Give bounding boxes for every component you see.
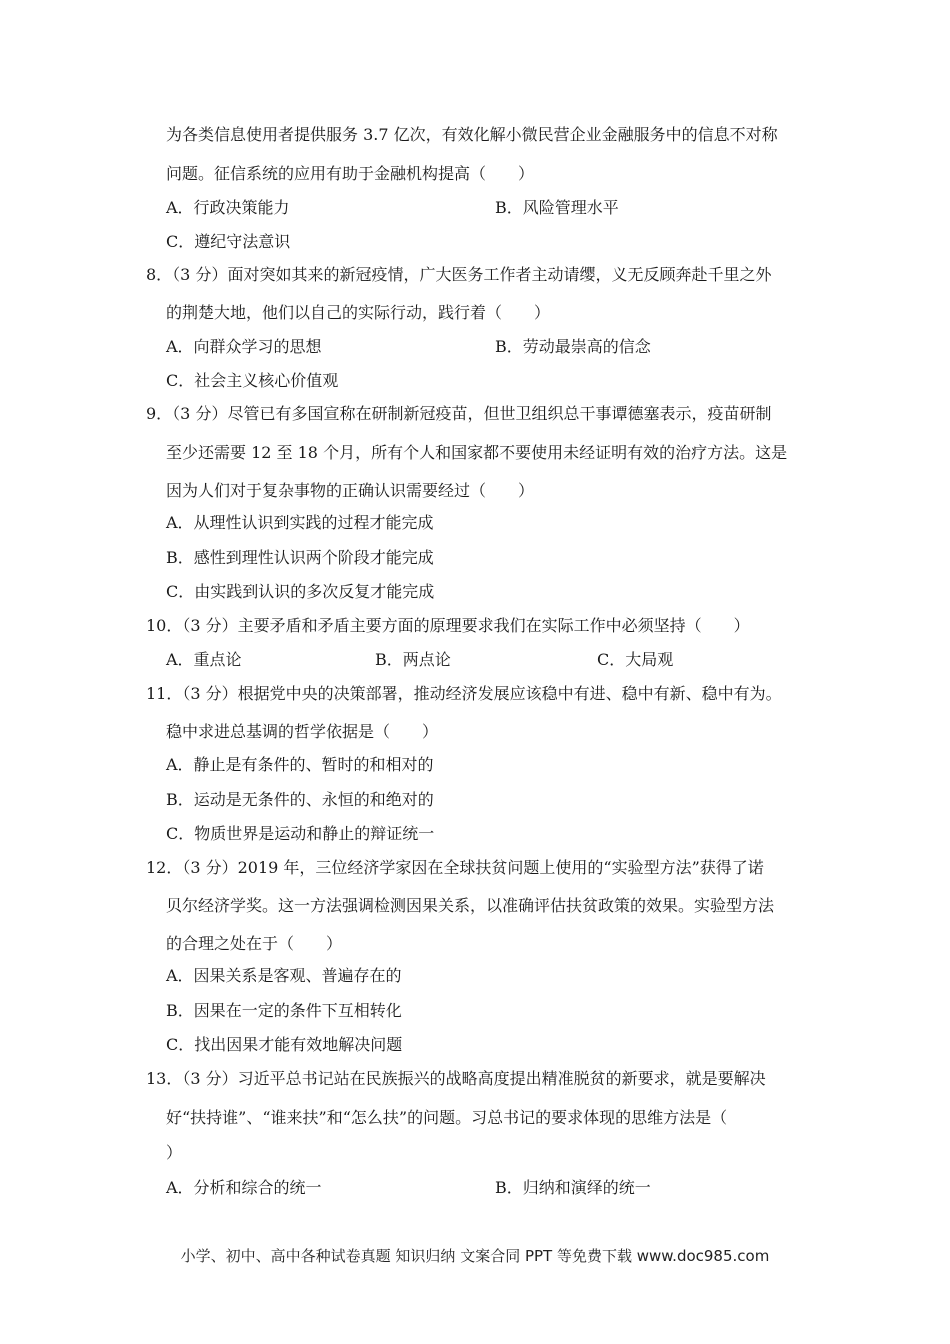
q12-stem-line: 贝尔经济学奖。这一方法强调检测因果关系，以准确评估扶贫政策的效果。实验型方法 <box>166 896 775 915</box>
q7-option-b: B．风险管理水平 <box>495 198 619 217</box>
q7-stem-line: 为各类信息使用者提供服务 3.7 亿次，有效化解小微民营企业金融服务中的信息不对称 <box>166 125 778 144</box>
q8-option-b: B．劳动最崇高的信念 <box>495 337 651 356</box>
q8-option-c: C．社会主义核心价值观 <box>166 371 339 390</box>
q8-option-a: A．向群众学习的思想 <box>166 337 322 356</box>
q9-option-a: A．从理性认识到实践的过程才能完成 <box>166 513 434 532</box>
q13-stem-line: ） <box>166 1143 183 1162</box>
q11-stem-line: 稳中求进总基调的哲学依据是（ ） <box>166 722 439 741</box>
q8-stem-line: 的荆楚大地，他们以自己的实际行动，践行着（ ） <box>166 303 551 322</box>
q7-option-c: C．遵纪守法意识 <box>166 232 291 251</box>
q10-option-b: B．两点论 <box>375 650 451 669</box>
q9-option-b: B．感性到理性认识两个阶段才能完成 <box>166 548 434 567</box>
q11-option-c: C．物质世界是运动和静止的辩证统一 <box>166 824 435 843</box>
q12-stem-line: 的合理之处在于（ ） <box>166 934 343 953</box>
q10-option-c: C．大局观 <box>597 650 674 669</box>
q11-option-b: B．运动是无条件的、永恒的和绝对的 <box>166 790 434 809</box>
q9-option-c: C．由实践到认识的多次反复才能完成 <box>166 582 435 601</box>
q13-stem-line: 13．（3 分）习近平总书记站在民族振兴的战略高度提出精准脱贫的新要求，就是要解决 <box>146 1069 766 1088</box>
q10-option-a: A．重点论 <box>166 650 242 669</box>
q9-stem-line: 至少还需要 12 至 18 个月，所有个人和国家都不要使用未经证明有效的治疗方法。这是 <box>166 443 788 462</box>
q12-option-c: C．找出因果才能有效地解决问题 <box>166 1035 403 1054</box>
q10-stem-line: 10．（3 分）主要矛盾和矛盾主要方面的原理要求我们在实际工作中必须坚持（ ） <box>146 616 750 635</box>
q7-option-a: A．行政决策能力 <box>166 198 290 217</box>
q11-stem-line: 11．（3 分）根据党中央的决策部署，推动经济发展应该稳中有进、稳中有新、稳中有为。 <box>146 684 782 703</box>
q12-option-b: B．因果在一定的条件下互相转化 <box>166 1001 402 1020</box>
q13-option-a: A．分析和综合的统一 <box>166 1178 322 1197</box>
q11-option-a: A．静止是有条件的、暂时的和相对的 <box>166 755 434 774</box>
q9-stem-line: 9．（3 分）尽管已有多国宣称在研制新冠疫苗，但世卫组织总干事谭德塞表示，疫苗研制 <box>146 404 772 423</box>
q13-stem-line: 好“扶持谁”、“谁来扶”和“怎么扶”的问题。习总书记的要求体现的思维方法是（ <box>166 1108 728 1127</box>
q13-option-b: B．归纳和演绎的统一 <box>495 1178 651 1197</box>
q12-option-a: A．因果关系是客观、普遍存在的 <box>166 966 402 985</box>
footer-download-note: 小学、初中、高中各种试卷真题 知识归纳 文案合同 PPT 等免费下载 www.doc985.com <box>180 1247 770 1265</box>
q8-stem-line: 8．（3 分）面对突如其来的新冠疫情，广大医务工作者主动请缨，义无反顾奔赴千里之外 <box>146 265 772 284</box>
q9-stem-line: 因为人们对于复杂事物的正确认识需要经过（ ） <box>166 481 535 500</box>
q7-stem-line: 问题。征信系统的应用有助于金融机构提高（ ） <box>166 164 535 183</box>
q12-stem-line: 12．（3 分）2019 年，三位经济学家因在全球扶贫问题上使用的“实验型方法”获得了诺 <box>146 858 764 877</box>
